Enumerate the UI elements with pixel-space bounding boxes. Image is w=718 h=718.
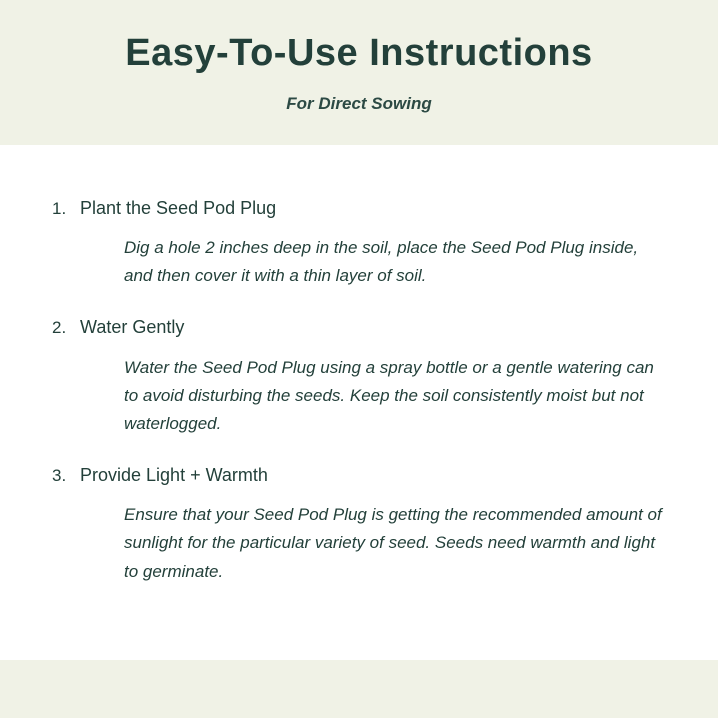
step-heading bbox=[52, 197, 678, 220]
list-item bbox=[52, 316, 678, 339]
step-title: Provide Light + Warmth bbox=[80, 465, 268, 486]
step-heading bbox=[52, 464, 678, 487]
list-item bbox=[52, 464, 678, 487]
step-title: Water Gently bbox=[80, 317, 185, 338]
step-description: Water the Seed Pod Plug using a spray bottle or a gentle watering can to avoid disturbing the seeds. Keep the soil consistently moist but not waterlogged. bbox=[124, 357, 654, 433]
step-title: Plant the Seed Pod Plug bbox=[80, 198, 277, 218]
page-subtitle: For Direct Sowing bbox=[286, 93, 432, 113]
list-item bbox=[52, 197, 678, 220]
step-number: 1. bbox=[52, 199, 67, 218]
step-description: Dig a hole 2 inches deep in the soil, place the Seed Pod Plug inside, and then cover it with a thin layer of soil. bbox=[124, 238, 639, 286]
step-number: 2. bbox=[52, 318, 67, 338]
header-band bbox=[0, 0, 718, 145]
step-description: Ensure that your Seed Pod Plug is getting the recommended amount of sunlight for the particular variety of seed. Seeds need warmth and light to germinate. bbox=[124, 505, 662, 581]
step-heading bbox=[52, 316, 678, 339]
footer-band bbox=[0, 660, 718, 718]
page-title: Easy-To-Use Instructions bbox=[125, 32, 593, 74]
step-number: 3. bbox=[52, 466, 67, 486]
instructions-list bbox=[0, 145, 718, 660]
